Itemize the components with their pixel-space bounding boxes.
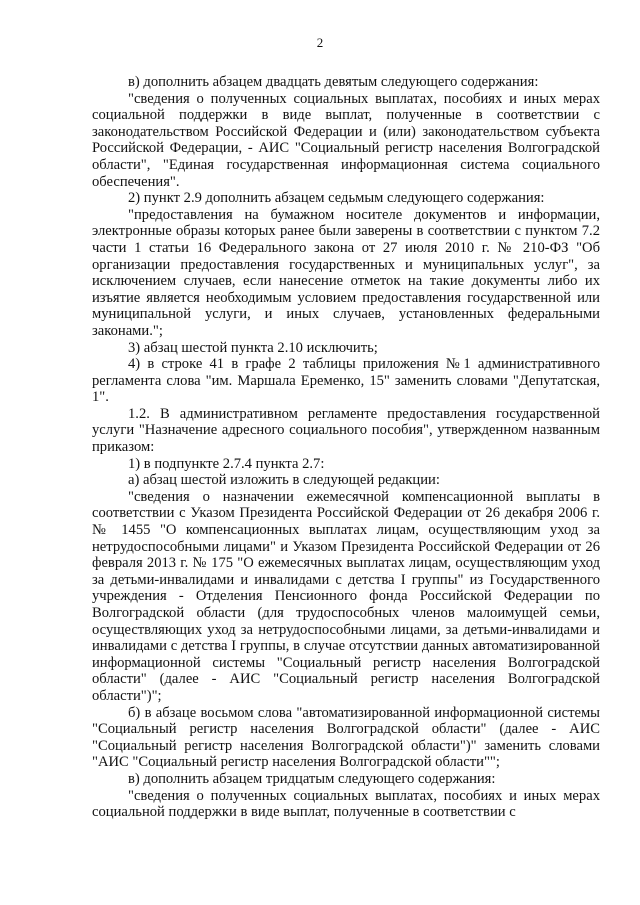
paragraph: 4) в строке 41 в графе 2 таблицы приложения №1 административного регламента слова "им. Маршала Еременко, 15" заменить словами "Депутатская, 1". [92, 356, 600, 406]
page-number: 2 [316, 35, 324, 50]
paragraph: 3) абзац шестой пункта 2.10 исключить; [128, 339, 378, 356]
paragraph: в) дополнить абзацем тридцатым следующего содержания: [128, 770, 496, 787]
paragraph: "сведения о полученных социальных выплатах, пособиях и иных мерах социальной поддержки в виде выплат, полученные в соответствии с [92, 787, 600, 821]
paragraph: 1.2. В административном регламенте предоставления государственной услуги "Назначение адресного социального пособия", утвержденном названным приказом: [92, 405, 600, 456]
paragraph: "предоставления на бумажном носителе документов и информации, электронные образы которых ранее были заверены в соответствии с пунктом 7.2 части 1 статьи 16 Федерального закона от 27 июля 2010 г. № 210-ФЗ "Об организации предоставления государственных и муниципальных услуг", за исключением случаев, если нанесение отметок на такие документы либо их изъятие является необходимым условием предоставления государственной или муниципальной услуги, и иных случаев, установленных федеральными законами."; [92, 206, 600, 339]
paragraph: а) абзац шестой изложить в следующей редакции: [128, 472, 440, 489]
document-body [92, 74, 600, 821]
paragraph: 1) в подпункте 2.7.4 пункта 2.7: [128, 455, 325, 472]
paragraph: "сведения о назначении ежемесячной компенсационной выплаты в соответствии с Указом Президента Российской Федерации от 26 декабря 2006 г. № 1455 "О компенсационных выплатах лицам, осуществляющим уход за нетрудоспособными лицами" и Указом Президента Российской Федерации от 26 февраля 2013 г. № 175 "О ежемесячных выплатах лицам, осуществляющим уход за детьми-инвалидами и инвалидами с детства I группы" из Государственного учреждения - Отделения Пенсионного фонда Российской Федерации по Волгоградской области (для трудоспособных членов малоимущей семьи, осуществляющих уход за нетрудоспособными лицами, за детьми-инвалидами и инвалидами с детства I группы, в случае отсутствии данных автоматизированной информационной системы "Социальный регистр населения Волгоградской области" (далее - АИС "Социальный регистр населения Волгоградской области")"; [92, 488, 600, 704]
paragraph: в) дополнить абзацем двадцать девятым следующего содержания: [128, 74, 539, 90]
paragraph: "сведения о полученных социальных выплатах, пособиях и иных мерах социальной поддержки в виде выплат, полученные в соответствии с законодательством Российской Федерации и (или) законодательством субъекта Российской Федерации, - АИС "Социальный регистр населения Волгоградской области", "Единая государственная информационная система социального обеспечения". [92, 90, 600, 190]
paragraph: 2) пункт 2.9 дополнить абзацем седьмым следующего содержания: [128, 190, 545, 207]
paragraph: б) в абзаце восьмом слова "автоматизированной информационной системы "Социальный регистр населения Волгоградской области" (далее - АИС "Социальный регистр населения Волгоградской области")" заменить словами "АИС "Социальный регистр населения Волгоградской области""; [92, 704, 600, 771]
